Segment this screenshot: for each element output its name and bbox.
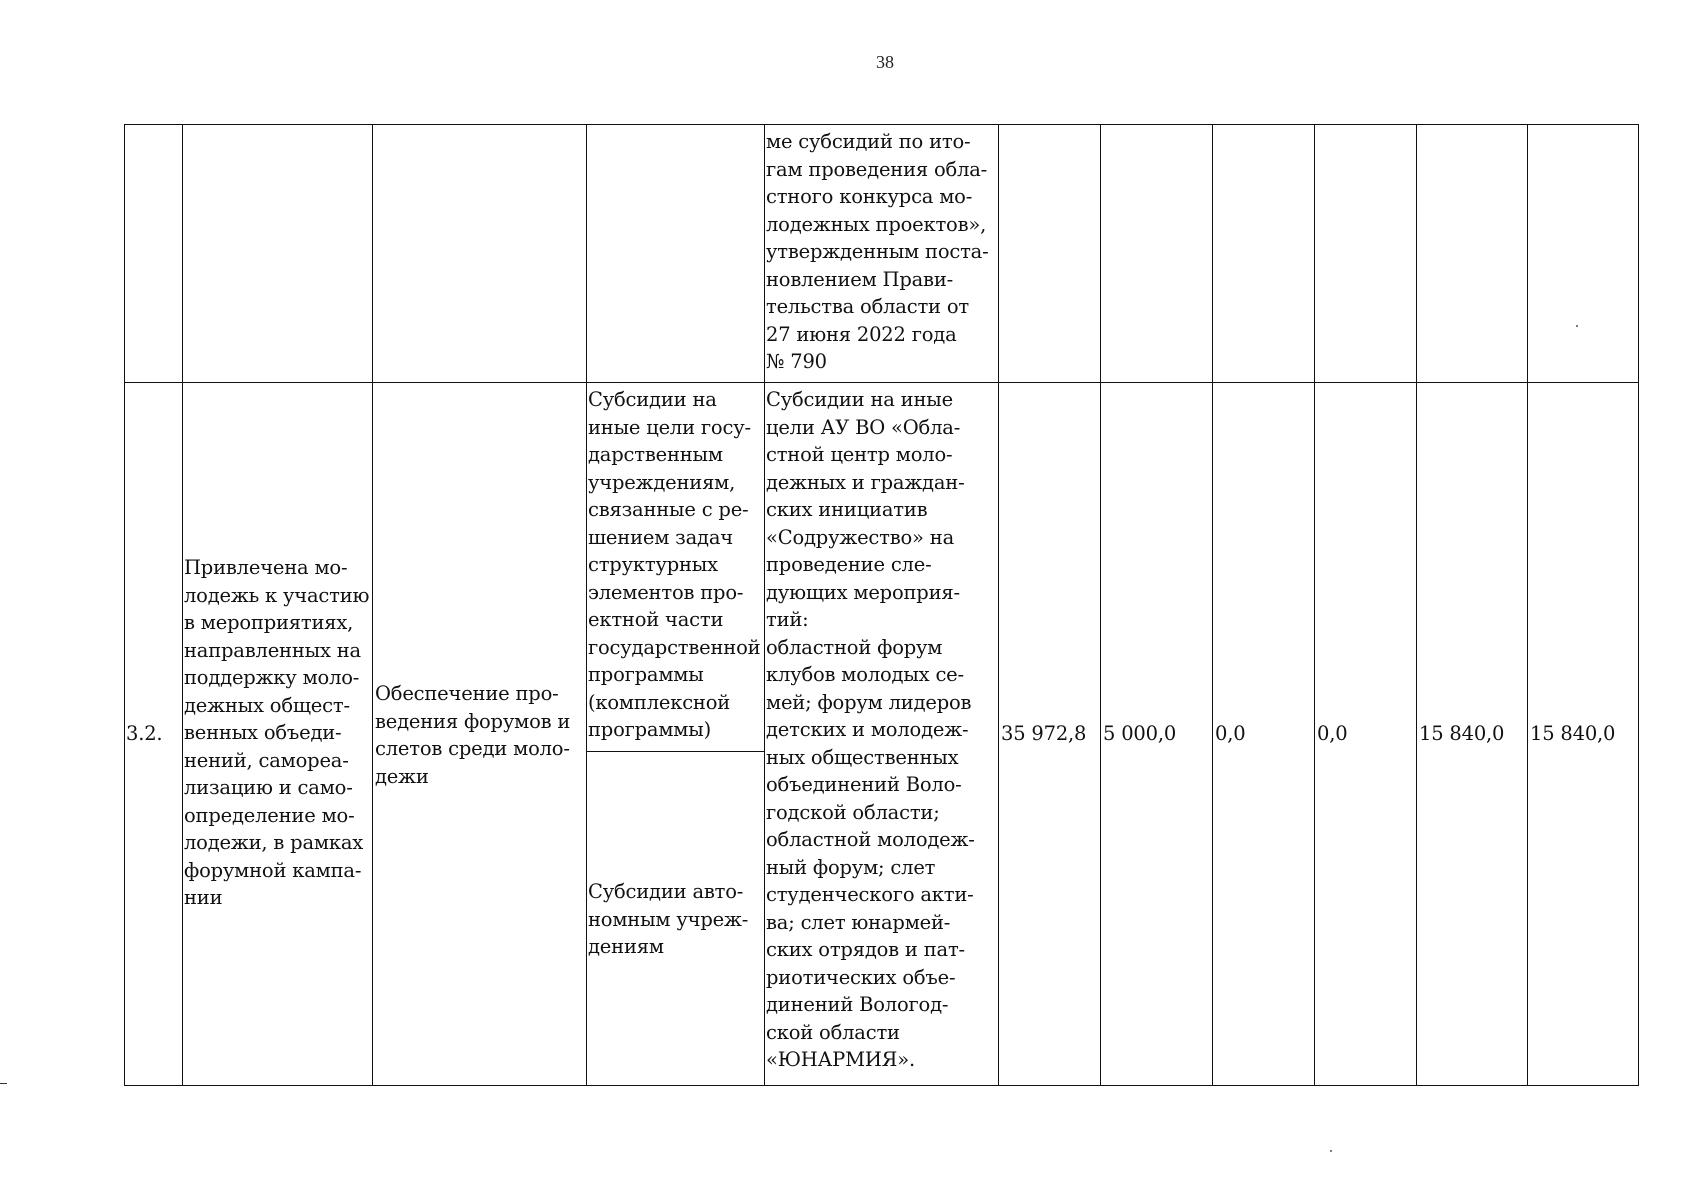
column-divider — [998, 124, 999, 1086]
column-divider — [1100, 124, 1101, 1086]
scan-speck — [1330, 1150, 1332, 1152]
event-cell: Обеспечение про- ведения форумов и слетов среди моло- дежи — [375, 682, 571, 788]
amount-cell: 5 000,0 — [1103, 722, 1177, 745]
description-cell: Субсидии на иные цели АУ ВО «Обла- стной центр моло- дежных и граждан- ских инициатив «Содружество» на проведение сле- дующих мероприя- тий: областной форум клубов молодых се- мей; форум лидеров детских и молодеж- ных общественных объединений Воло- годской области; областной молодеж- ный форум; слет студенческого акти- ва; слет юнармей- ских отрядов и пат- риотических объе- динений Вологод- ской области «ЮНАРМИЯ». — [766, 388, 975, 1071]
amount-cell: 35 972,8 — [1001, 722, 1087, 745]
column-divider — [1416, 124, 1417, 1086]
row-number: 3.2. — [126, 722, 163, 745]
amount-cell: 0,0 — [1215, 722, 1246, 745]
legal-basis-continuation: ме субсидий по ито- гам проведения обла- стного конкурса мо- лодежных проектов», утвержденным поста- новлением Прави- тельства области от 27 июня 2022 года № 790 — [766, 130, 989, 373]
column-divider — [1212, 124, 1213, 1086]
amount-cell: 15 840,0 — [1530, 722, 1616, 745]
margin-mark — [0, 1083, 7, 1084]
expense-type-2-cell: Субсидии авто- номным учреж- дениям — [588, 880, 749, 958]
amount-cell: 15 840,0 — [1419, 722, 1505, 745]
expense-type-divider — [586, 751, 764, 752]
scan-speck — [1576, 325, 1578, 327]
column-divider — [764, 124, 765, 1086]
result-cell: Привлечена мо- лодежь к участию в мероприятиях, направленных на поддержку моло- дежных общест- венных объеди- нений, самореа- лизацию и само- определение мо- лодежи, в рамках форумной кампа- нии — [184, 556, 370, 909]
column-divider — [1314, 124, 1315, 1086]
expense-type-1-cell: Субсидии на иные цели госу- дарственным учреждениям, связанные с ре- шением задач структурных элементов про- ектной части государственной программы (комплексной программы) — [588, 388, 761, 741]
row-divider — [124, 382, 1639, 383]
column-divider — [372, 124, 373, 1086]
column-divider — [1527, 124, 1528, 1086]
column-divider — [586, 124, 587, 1086]
column-divider — [182, 124, 183, 1086]
page-number: 38 — [876, 52, 894, 72]
amount-cell: 0,0 — [1317, 722, 1348, 745]
